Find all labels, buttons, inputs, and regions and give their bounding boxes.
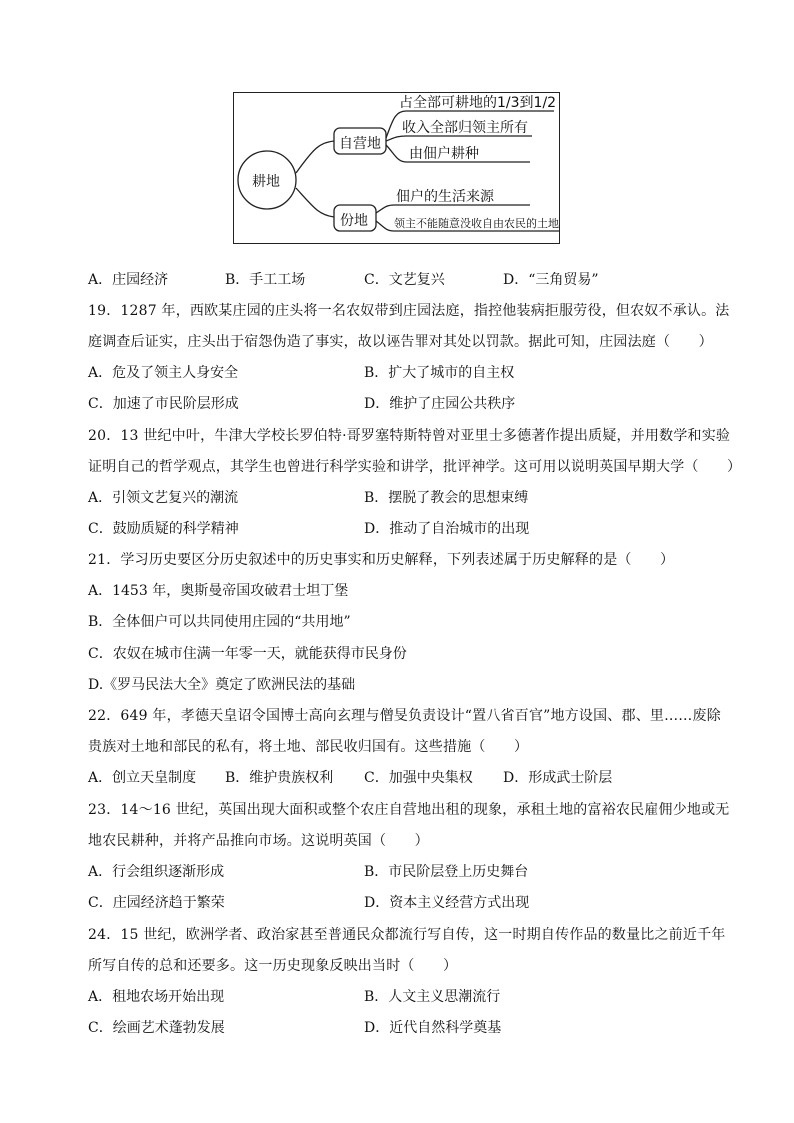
question-19-line-2: 庭调查后证实，庄头出于宿怨伪造了事实，故以诬告罪对其处以罚款。据此可知，庄园法庭（ ） bbox=[88, 334, 713, 350]
q20-option-c: C．鼓励质疑的科学精神 bbox=[88, 521, 239, 537]
q18-option-a: A．庄园经济 bbox=[88, 272, 169, 288]
question-19-line-1: 19．1287 年，西欧某庄园的庄头将一名农奴带到庄园法庭，指控他装病拒服劳役，但农奴不承认。法 bbox=[88, 303, 730, 319]
q20-option-d: D．推动了自治城市的出现 bbox=[364, 521, 530, 537]
q19-option-b: B．扩大了城市的自主权 bbox=[364, 365, 515, 381]
q19-option-c: C．加速了市民阶层形成 bbox=[88, 396, 239, 412]
q19-option-d: D．维护了庄园公共秩序 bbox=[364, 396, 516, 412]
farmland-diagram bbox=[233, 92, 560, 244]
question-22-line-2: 贵族对土地和部民的私有，将土地、部民收归国有。这些措施（ ） bbox=[88, 739, 529, 755]
q23-option-b: B．市民阶层登上历史舞台 bbox=[364, 864, 529, 880]
q19-option-a: A．危及了领主人身安全 bbox=[88, 365, 239, 381]
question-24-line-2: 所写自传的总和还要多。这一历史现象反映出当时（ ） bbox=[88, 958, 458, 974]
question-23-line-1: 23．14～16 世纪，英国出现大面积或整个农庄自营地出租的现象，承租土地的富裕农民雇佣少地或无 bbox=[88, 802, 730, 818]
q20-option-b: B．摆脱了教会的思想束缚 bbox=[364, 490, 529, 506]
q24-option-b: B．人文主义思潮流行 bbox=[364, 989, 501, 1005]
question-21-line-1: 21．学习历史要区分历史叙述中的历史事实和历史解释，下列表述属于历史解释的是（ ） bbox=[88, 552, 675, 568]
diagram-root: 耕地 bbox=[252, 174, 280, 190]
q24-option-c: C．绘画艺术蓬勃发展 bbox=[88, 1020, 225, 1036]
diagram-item: 占全部可耕地的1/3到1/2 bbox=[399, 95, 557, 111]
diagram-branch-tenement: 份地 bbox=[340, 213, 368, 229]
question-20-line-2: 证明自己的哲学观点，其学生也曾进行科学实验和讲学，批评神学。这可用以说明英国早期大学（ ） bbox=[88, 459, 742, 475]
q23-option-a: A．行会组织逐渐形成 bbox=[88, 864, 225, 880]
q24-option-d: D．近代自然科学奠基 bbox=[364, 1020, 502, 1036]
q22-option-c: C．加强中央集权 bbox=[364, 770, 473, 786]
diagram-item: 佃户的生活来源 bbox=[396, 189, 494, 205]
q20-option-a: A．引领文艺复兴的潮流 bbox=[88, 490, 239, 506]
question-24-line-1: 24．15 世纪，欧洲学者、政治家甚至普通民众都流行写自传，这一时期自传作品的数量比之前近千年 bbox=[88, 927, 726, 943]
q21-option-b: B．全体佃户可以共同使用庄园的“共用地” bbox=[88, 614, 351, 630]
q22-option-b: B．维护贵族权利 bbox=[225, 770, 334, 786]
q18-option-c: C．文艺复兴 bbox=[364, 272, 445, 288]
question-20-line-1: 20．13 世纪中叶，牛津大学校长罗伯特·哥罗塞特斯特曾对亚里士多德著作提出质疑，并用数学和实验 bbox=[88, 428, 731, 444]
q18-option-d: D．“三角贸易” bbox=[503, 272, 599, 288]
q18-option-b: B．手工工场 bbox=[225, 272, 306, 288]
q21-option-a: A．1453 年，奥斯曼帝国攻破君士坦丁堡 bbox=[88, 583, 349, 599]
q23-option-d: D．资本主义经营方式出现 bbox=[364, 895, 530, 911]
diagram-item: 由佃户耕种 bbox=[409, 146, 479, 162]
diagram-item: 领主不能随意没收自由农民的土地 bbox=[394, 217, 559, 230]
q21-option-c: C．农奴在城市住满一年零一天，就能获得市民身份 bbox=[88, 646, 407, 662]
q23-option-c: C．庄园经济趋于繁荣 bbox=[88, 895, 225, 911]
q24-option-a: A．租地农场开始出现 bbox=[88, 989, 225, 1005]
q22-option-d: D．形成武士阶层 bbox=[503, 770, 613, 786]
q22-option-a: A．创立天皇制度 bbox=[88, 770, 197, 786]
question-23-line-2: 地农民耕种，并将产品推向市场。这说明英国（ ） bbox=[88, 833, 429, 849]
diagram-branch-demesne: 自营地 bbox=[339, 136, 381, 152]
q21-option-d: D.《罗马民法大全》奠定了欧洲民法的基础 bbox=[88, 677, 356, 693]
diagram-item: 收入全部归领主所有 bbox=[402, 120, 528, 136]
question-22-line-1: 22．649 年，孝德天皇诏令国博士高向玄理与僧旻负责设计“置八省百官”地方设国、郡、里……废除 bbox=[88, 708, 721, 724]
